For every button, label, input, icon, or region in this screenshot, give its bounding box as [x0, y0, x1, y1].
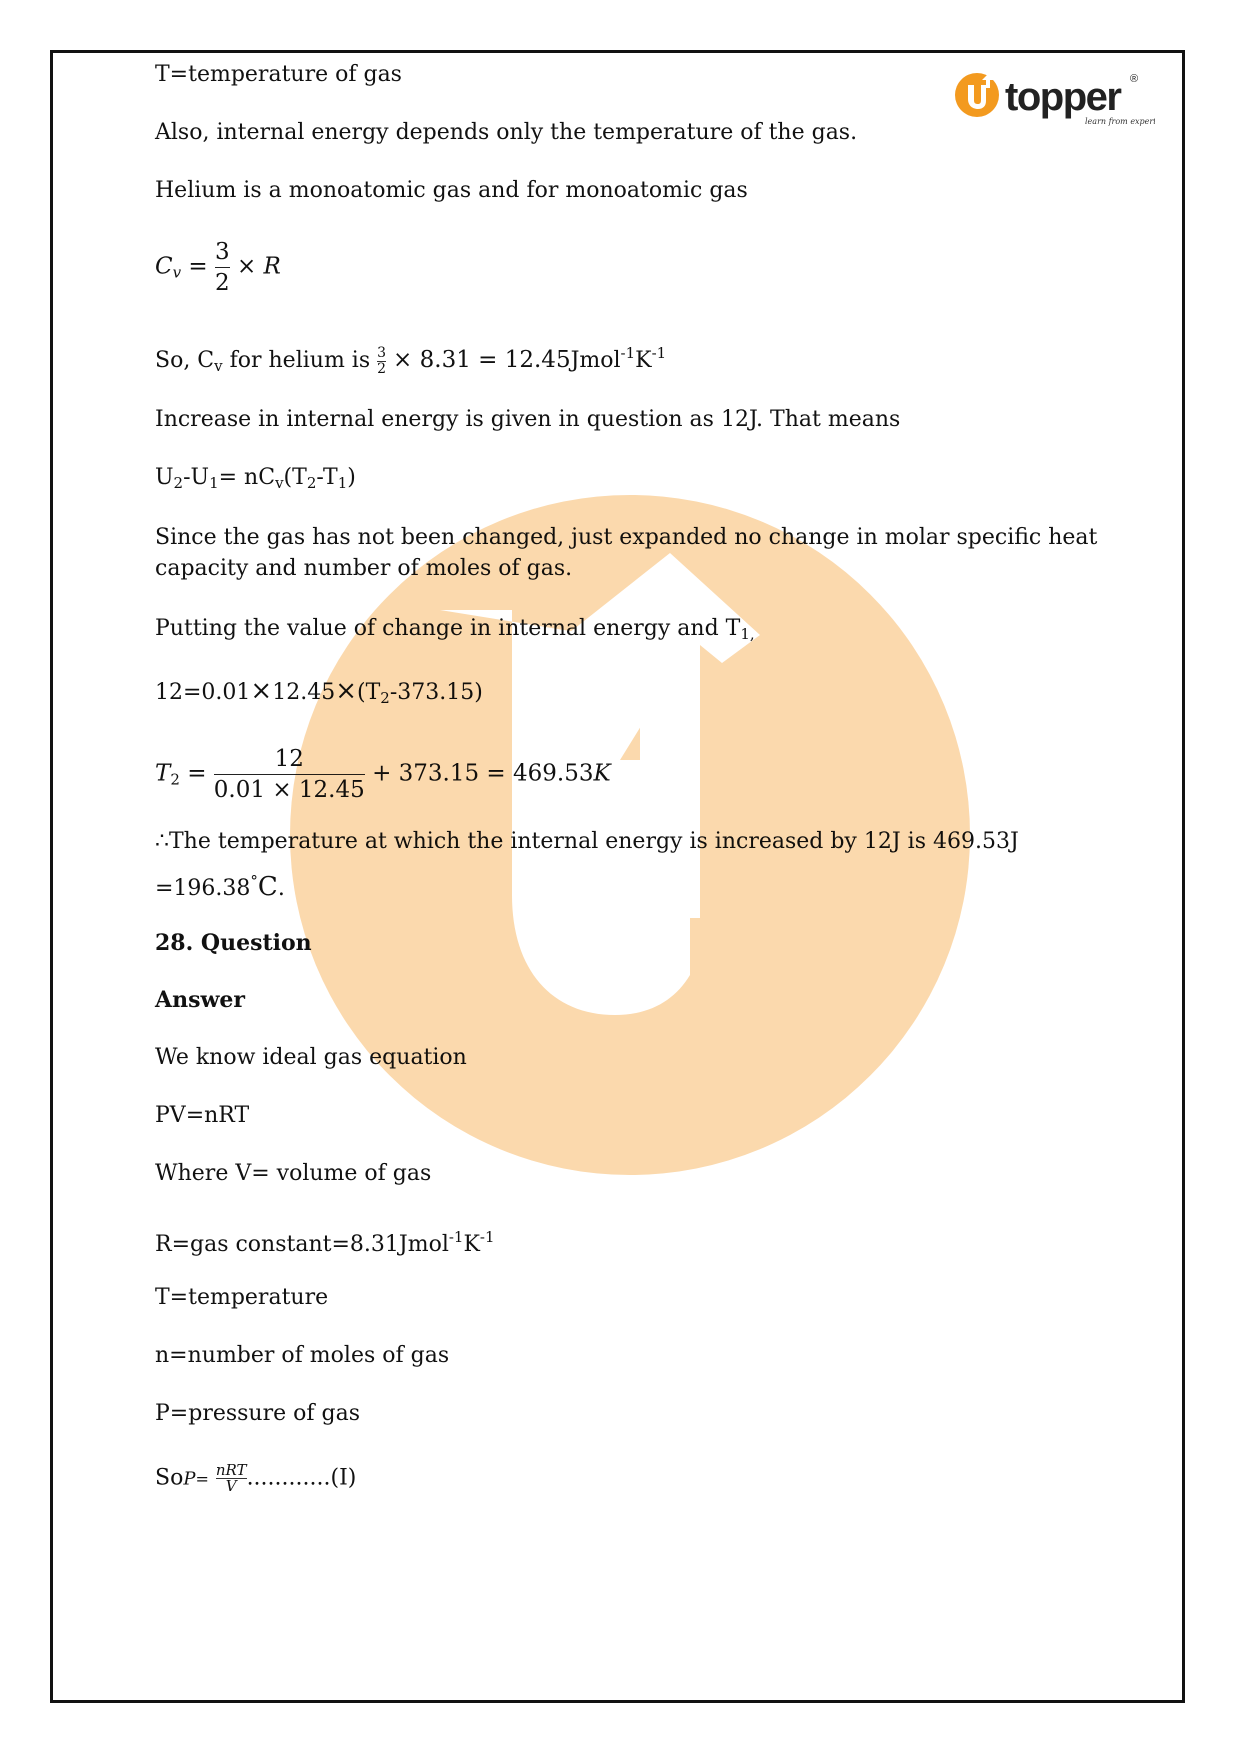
equation-calc: $12=0.01\times 12.45\times(T_2-373.15)$: [155, 676, 483, 707]
fraction-3-2: $\frac{3}{2}$: [215, 239, 230, 296]
fraction-nrt-v: $\frac{\text{nRT}}{V}$: [215, 1461, 247, 1495]
text-putting: Putting the value of change in internal energy and $T_{1,}$: [155, 616, 755, 643]
text-t-temp: T=temperature: [155, 1285, 329, 1310]
brand-badge-icon: [955, 68, 1155, 138]
text-p-pressure: P=pressure of gas: [155, 1401, 361, 1426]
text-since-2: capacity and number of moles of gas.: [155, 556, 573, 581]
fraction-small-3-2: $\frac{3}{2}$: [377, 344, 387, 377]
brand-tagline: learn from experts: [1085, 117, 1155, 126]
text-ideal: We know ideal gas equation: [155, 1045, 467, 1070]
text-r-constant: R=gas $constant=8.31Jmol^{-1}K^{-1}$: [155, 1228, 495, 1257]
brand-reg-mark: ®: [1130, 73, 1139, 85]
text-where-v: Where V= volume of gas: [155, 1161, 432, 1186]
equation-so-p: SoP= $\frac{\text{nRT}}{V}$ ............(I): [155, 1461, 357, 1495]
answer-heading: Answer: [155, 987, 245, 1013]
question-heading: 28. Question: [155, 930, 312, 956]
text-therefore-2: =196.38°C.: [155, 872, 285, 902]
text-helium: Helium is a monoatomic gas and for monoatomic gas: [155, 178, 748, 203]
text-increase: Increase in internal energy is given in question as 12J. That means: [155, 407, 901, 432]
equation-t2: $T_2$ = $\frac{12}{0.01 \times 12.45}$ + 373.15 = 469.53K: [155, 746, 611, 803]
text-pvnrt: PV=nRT: [155, 1103, 250, 1128]
text-so-cv: So, $C_v$ for helium is $\frac{3}{2}$ × $8.31 = 12.45Jmol^{-1}K^{-1}$: [155, 344, 667, 377]
equation-cv: $C_v$ = $\frac{3}{2}$ × R: [155, 239, 281, 296]
brand-logo: [955, 68, 1155, 138]
text-also: Also, internal energy depends only the temperature of the gas.: [155, 120, 858, 145]
fraction-t2: $\frac{12}{0.01 \times 12.45}$: [213, 746, 365, 803]
equation-u: $U_2-U_1= nC_v(T_2-T_1)$: [155, 465, 356, 492]
text-therefore-1: ∴The temperature at which the internal energy is increased by 12J is 469.53J: [155, 829, 1019, 854]
text-n-moles: n=number of moles of gas: [155, 1343, 450, 1368]
text-t-gas: T=temperature of gas: [155, 62, 402, 87]
text-since-1: Since the gas has not been changed, just expanded no change in molar specific heat: [155, 525, 1098, 550]
brand-name: topper: [1005, 75, 1121, 119]
